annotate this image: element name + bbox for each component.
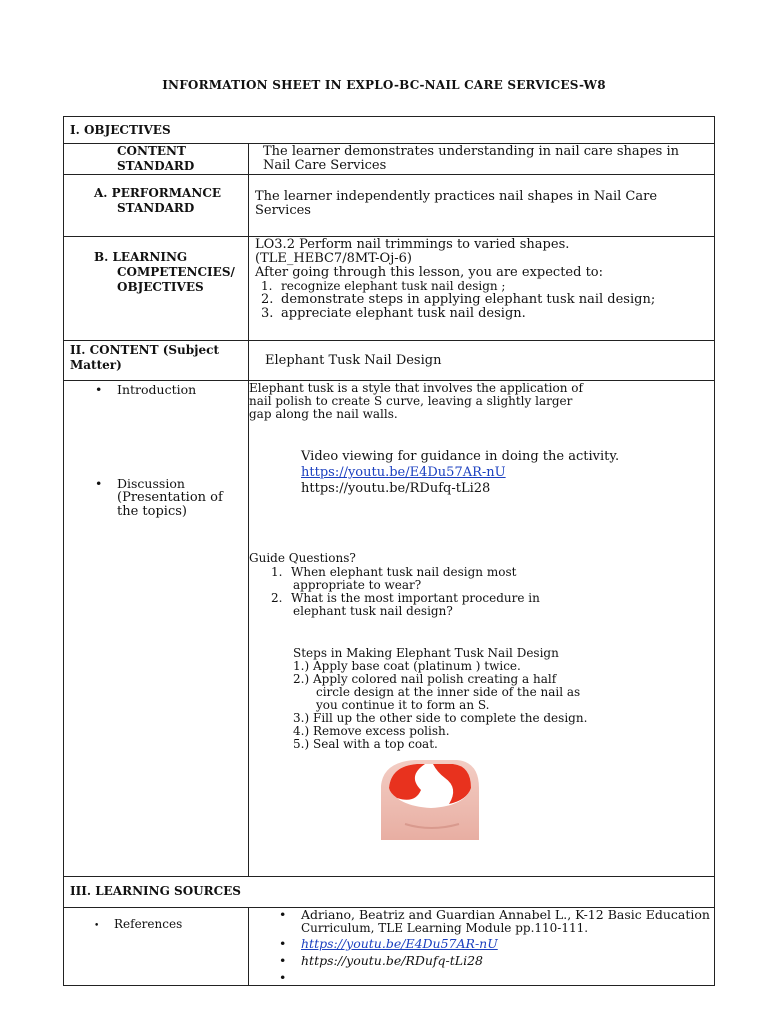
competencies-text-cell xyxy=(249,237,715,341)
objective-item: 2. demonstrate steps in applying elephant tusk nail design; xyxy=(261,292,656,307)
competencies-label-1: B. LEARNING xyxy=(94,250,188,264)
guide-question-continued: elephant tusk nail design? xyxy=(293,604,453,618)
steps-heading: Steps in Making Elephant Tusk Nail Design xyxy=(293,646,559,660)
objectives-heading-cell xyxy=(64,117,715,144)
reference-item xyxy=(279,937,710,951)
competencies-label-cell xyxy=(64,237,249,341)
reference-item: • Adriano, Beatriz and Guardian Annabel L., K-12 Basic Education xyxy=(279,908,710,922)
reference-item xyxy=(279,954,710,968)
discussion-label-2: (Presentation of xyxy=(117,490,223,505)
reference-item-empty xyxy=(279,971,710,985)
objective-item: 3. appreciate elephant tusk nail design. xyxy=(261,306,526,321)
content-standard-text-cell xyxy=(249,144,715,175)
performance-standard-label-1: A. PERFORMANCE xyxy=(94,186,222,200)
reference-link-1[interactable]: https://youtu.be/E4Du57AR-nU xyxy=(301,936,498,951)
content-topic: Elephant Tusk Nail Design xyxy=(265,353,442,368)
step-item: 4.) Remove excess polish. xyxy=(293,724,450,738)
content-standard-label-cell xyxy=(64,144,249,175)
video-text: Video viewing for guidance in doing the activity. xyxy=(301,449,620,464)
discussion-label-1: • Discussion xyxy=(95,477,223,491)
references-label: References xyxy=(114,917,183,931)
competencies-label-2: COMPETENCIES/ xyxy=(117,265,235,279)
references-list-cell xyxy=(249,908,715,986)
video-link-2[interactable]: https://youtu.be/RDufq-tLi28 xyxy=(301,481,491,496)
performance-standard-text-cell xyxy=(249,175,715,237)
references-label-wrap xyxy=(64,908,248,933)
step-item: 2.) Apply colored nail polish creating a half xyxy=(293,672,557,686)
guide-question-continued: appropriate to wear? xyxy=(293,578,422,592)
lesson-body-cell xyxy=(249,381,715,877)
performance-standard-label-cell xyxy=(64,175,249,237)
competencies-label-3: OBJECTIVES xyxy=(117,280,204,294)
reference-link-2[interactable]: https://youtu.be/RDufq-tLi28 xyxy=(301,953,484,968)
performance-standard-label-2: STANDARD xyxy=(117,201,195,215)
content-standard-text: The learner demonstrates understanding in nail care shapes in Nail Care Services xyxy=(263,144,679,173)
step-item: 5.) Seal with a top coat. xyxy=(293,737,438,751)
references-bullet: • xyxy=(94,921,100,931)
guide-question: 2. What is the most important procedure in xyxy=(271,591,540,605)
content-label-2: Matter) xyxy=(70,358,122,372)
page-title: INFORMATION SHEET IN EXPLO-BC-NAIL CARE SERVICES-W8 xyxy=(162,78,606,92)
sources-heading-cell xyxy=(64,877,715,908)
discussion-label-3: the topics) xyxy=(117,504,187,519)
objectives-heading: I. OBJECTIVES xyxy=(70,123,171,137)
guide-question: 1. When elephant tusk nail design most xyxy=(271,565,517,579)
guide-heading: Guide Questions? xyxy=(249,551,356,565)
video-link-1[interactable]: https://youtu.be/E4Du57AR-nU xyxy=(301,465,506,480)
lesson-labels-cell xyxy=(64,381,249,877)
content-label-cell xyxy=(64,341,249,381)
objective-item: 1. recognize elephant tusk nail design ; xyxy=(261,279,506,293)
competency-intro: After going through this lesson, you are expected to: xyxy=(255,265,604,280)
step-item: 1.) Apply base coat (platinum ) twice. xyxy=(293,659,521,673)
intro-line: nail polish to create S curve, leaving a slightly larger xyxy=(249,394,573,408)
competency-code: (TLE_HEBC7/8MT-Oj-6) xyxy=(255,251,412,266)
content-standard-label-2: STANDARD xyxy=(117,159,195,173)
step-item-continued: circle design at the inner side of the nail as xyxy=(316,685,581,699)
step-item: 3.) Fill up the other side to complete the design. xyxy=(293,711,588,725)
elephant-tusk-nail-image xyxy=(375,758,483,840)
introduction-label: • Introduction xyxy=(95,383,196,397)
reference-item-continued: Curriculum, TLE Learning Module pp.110-111. xyxy=(301,921,589,935)
sources-heading: III. LEARNING SOURCES xyxy=(70,884,241,898)
intro-line: gap along the nail walls. xyxy=(249,407,398,421)
references-label-cell xyxy=(64,908,249,986)
content-topic-cell xyxy=(249,341,715,381)
step-item-continued: you continue it to form an S. xyxy=(316,698,490,712)
performance-standard-text: The learner independently practices nail shapes in Nail Care Services xyxy=(255,189,658,218)
learning-outcome: LO3.2 Perform nail trimmings to varied shapes. xyxy=(255,237,570,252)
content-standard-label-1: CONTENT xyxy=(117,144,186,158)
information-sheet-table xyxy=(63,116,715,986)
content-label-1: II. CONTENT (Subject xyxy=(70,343,219,357)
intro-line: Elephant tusk is a style that involves the application of xyxy=(249,381,583,395)
